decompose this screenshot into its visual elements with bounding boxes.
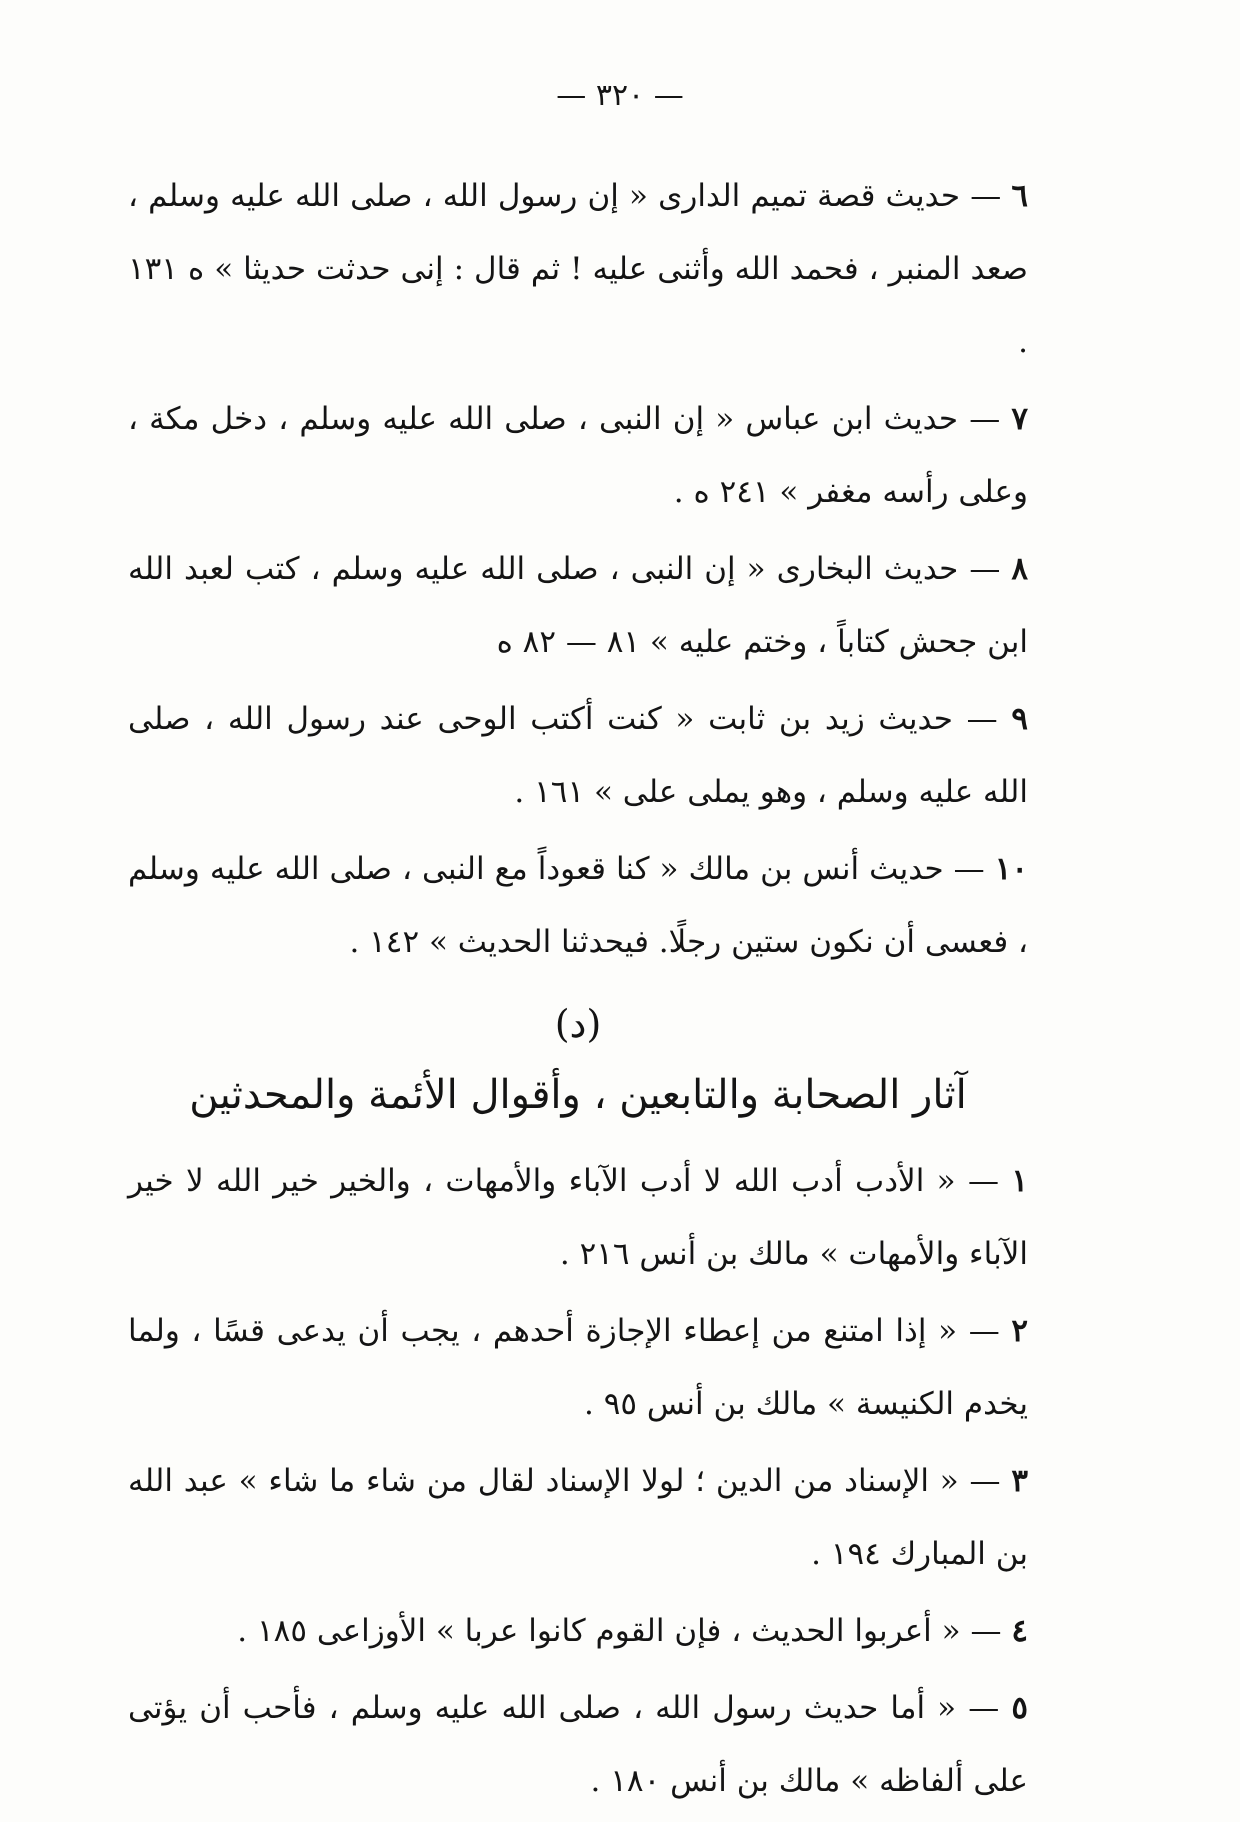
list-item [128,1145,1028,1291]
entry-number: ٧ [1011,401,1028,437]
list-item [128,683,1028,829]
entry-text: — حديث قصة تميم الدارى « إن رسول الله ، صلى الله عليه وسلم ، صعد المنبر ، فحمد الله وأثنى عليه ! ثم قال : إنى حدثت حديثا » ه ١٣١ . [128,178,1028,360]
list-item [128,160,1028,379]
page-content [128,160,1028,1822]
entry-number: ٤ [1011,1613,1028,1649]
entry-number: ٥ [1011,1690,1028,1726]
section-letter: (د) [554,1002,602,1046]
entry-number: ٦ [1011,178,1028,214]
entry-text: — « أعربوا الحديث ، فإن القوم كانوا عربا » الأوزاعى ١٨٥ . [237,1613,1002,1649]
entry-text: — حديث البخارى « إن النبى ، صلى الله عليه وسلم ، كتب لعبد الله ابن جحش كتاباً ، وختم عليه » ٨١ — ٨٢ ه [128,551,1028,660]
entry-number: ٢ [1011,1313,1028,1349]
entry-text: — « الأدب أدب الله لا أدب الآباء والأمهات ، والخير خير الله لا خير الآباء والأمهات » مالك بن أنس ٢١٦ . [128,1163,1028,1272]
page-number: — ٣٢٠ — [556,78,684,113]
list-item [128,833,1028,979]
entry-number: ١ [1011,1163,1029,1199]
entry-text: — « إذا امتنع من إعطاء الإجازة أحدهم ، يجب أن يدعى قسًا ، ولما يخدم الكنيسة » مالك بن أنس ٩٥ . [128,1313,1028,1422]
entry-number: ٣ [1011,1463,1028,1499]
entry-number: ٩ [1011,701,1029,737]
entry-number: ٨ [1011,551,1029,587]
entry-text: — حديث ابن عباس « إن النبى ، صلى الله عليه وسلم ، دخل مكة ، وعلى رأسه مغفر » ٢٤١ ه . [128,401,1028,510]
list-item [128,1295,1028,1441]
list-item [128,1672,1028,1818]
list-item [128,533,1028,679]
entry-text: — « الإسناد من الدين ؛ لولا الإسناد لقال من شاء ما شاء » عبد الله بن المبارك ١٩٤ . [128,1463,1028,1572]
list-item [128,383,1028,529]
entry-text: — « أما حديث رسول الله ، صلى الله عليه وسلم ، فأحب أن يؤتى على ألفاظه » مالك بن أنس ١٨٠ . [128,1690,1028,1799]
list-item [128,1595,1028,1668]
section-title: آثار الصحابة والتابعين ، وأقوال الأئمة والمحدثين [189,1072,967,1118]
entry-text: — حديث أنس بن مالك « كنا قعوداً مع النبى ، صلى الله عليه وسلم ، فعسى أن نكون ستين رجلًا. فيحدثنا الحديث » ١٤٢ . [128,851,1028,960]
list-item [128,1445,1028,1591]
entry-number: ١٠ [994,851,1028,887]
entry-text: — حديث زيد بن ثابت « كنت أكتب الوحى عند رسول الله ، صلى الله عليه وسلم ، وهو يملى على » ١٦١ . [128,701,1028,810]
